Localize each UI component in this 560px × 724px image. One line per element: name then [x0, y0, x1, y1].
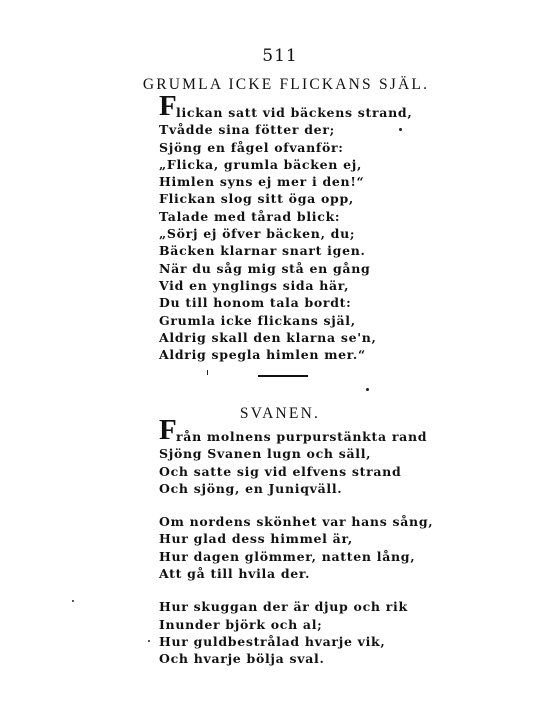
verse-line: Sjöng en fågel ofvanför:	[159, 139, 344, 155]
verse-line: Och sjöng, en Juniqväll.	[159, 480, 343, 496]
section-divider-rule	[258, 375, 308, 377]
verse-line: Vid en ynglings sida här,	[159, 277, 350, 293]
scan-speck	[207, 370, 208, 375]
verse-line: „Flicka, grumla bäcken ej,	[159, 156, 363, 172]
verse-line: Hur guldbestrålad hvarje vik,	[159, 633, 386, 649]
verse-line: När du såg mig stå en gång	[159, 260, 371, 276]
verse-line: Du till honom tala bordt:	[159, 295, 352, 311]
poem-title-svanen: SVANEN.	[239, 405, 321, 422]
verse-line: Inunder björk och al;	[159, 616, 323, 632]
verse-line: Och satte sig vid elfvens strand	[159, 463, 402, 479]
verse-line: Aldrig spegla himlen mer.“	[159, 347, 366, 363]
verse-line: Talade med tårad blick:	[159, 208, 341, 224]
verse-line: Tvådde sina fötter der;	[159, 122, 335, 138]
poem-body-svanen	[159, 428, 433, 668]
verse-line: Grumla icke flickans själ,	[159, 312, 356, 328]
verse-line: Himlen syns ej mer i den!“	[159, 174, 365, 190]
stanza	[159, 428, 433, 497]
drop-cap-initial: F	[159, 414, 177, 446]
scan-speck	[399, 128, 402, 131]
verse-line: Om nordens skönhet var hans sång,	[159, 514, 434, 530]
stanza	[159, 104, 412, 363]
verse-line: Hur glad dess himmel är,	[159, 531, 353, 547]
page-number: 511	[262, 46, 298, 66]
verse-line: „Sörj ej öfver bäcken, du;	[159, 226, 356, 242]
verse-line: rån molnens purpurstänkta rand	[176, 429, 428, 444]
verse-line: Och hvarje bölja sval.	[159, 651, 325, 667]
scan-speck	[72, 600, 74, 602]
verse-line: lickan satt vid bäckens strand,	[176, 105, 413, 120]
verse-line: Hur skuggan der är djup och rik	[159, 599, 408, 615]
stanza	[159, 513, 433, 582]
verse-line: Hur dagen glömmer, natten lång,	[159, 548, 416, 564]
verse-line: Sjöng Svanen lugn och säll,	[159, 446, 372, 462]
scan-speck	[148, 640, 150, 642]
drop-cap-initial: F	[159, 90, 177, 122]
verse-line: Att gå till hvila der.	[159, 566, 311, 582]
scan-speck	[366, 388, 369, 391]
verse-line: Flickan slog sitt öga opp,	[159, 191, 354, 207]
verse-line: Aldrig skall den klarna se'n,	[159, 329, 377, 345]
poem-title-grumla: GRUMLA ICKE FLICKANS SJÄL.	[142, 76, 430, 93]
poem-body-grumla	[159, 104, 412, 363]
verse-line: Bäcken klarnar snart igen.	[159, 243, 366, 259]
stanza	[159, 598, 433, 667]
